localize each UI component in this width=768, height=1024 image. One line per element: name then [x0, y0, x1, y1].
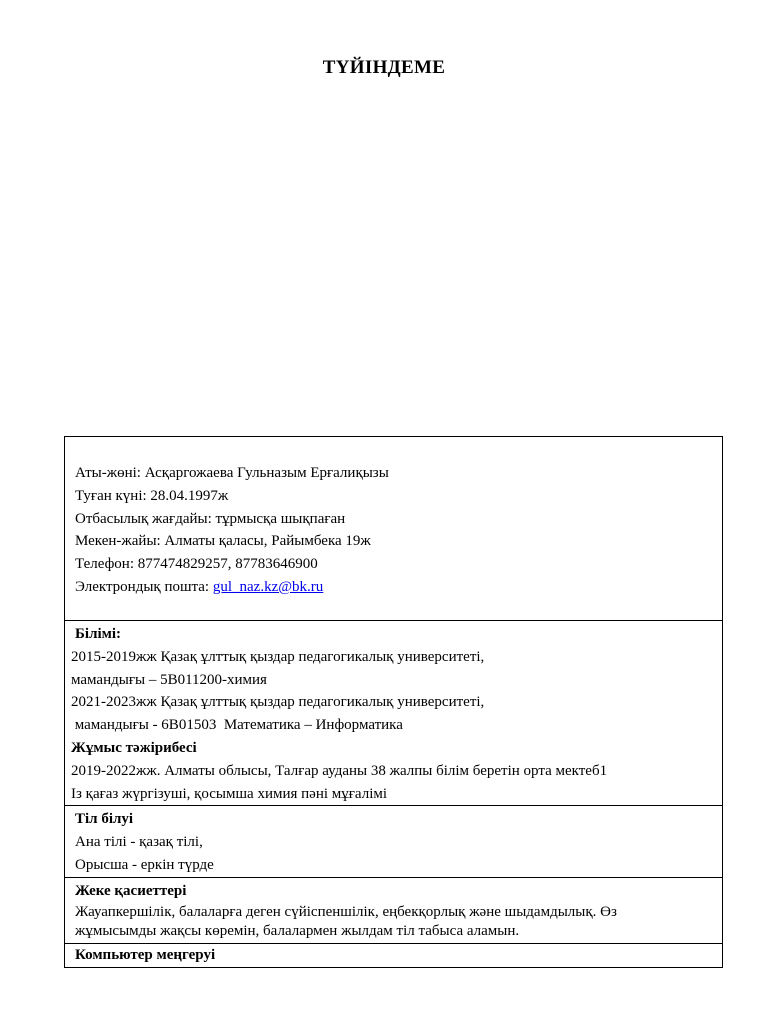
computer-cell [65, 943, 723, 967]
personal-qualities-row [65, 877, 723, 943]
personal-qualities-cell [65, 877, 723, 943]
email-line [65, 576, 722, 599]
birth-date: Туған күні: 28.04.1997ж [75, 487, 229, 504]
experience-heading: Жұмыс тәжірибесі [71, 739, 197, 756]
personal-qualities-heading: Жеке қасиеттері [75, 882, 187, 899]
full-name: Аты-жөні: Асқаргожаева Гульназым Ерғалиқызы [75, 465, 389, 481]
email-link[interactable]: gul_naz.kz@bk.ru [212, 578, 324, 595]
phone: Телефон: 877474829257, 87783646900 [75, 556, 318, 573]
languages-row [65, 806, 723, 877]
email-label: Электрондық пошта: [75, 578, 213, 595]
education-line: мамандығы – 5В011200-химия [71, 671, 267, 688]
education-line: 2021-2023жж Қазақ ұлттық қыздар педагогикалық университеті, [71, 694, 485, 711]
language-item: Орысша - еркін түрде [75, 856, 214, 873]
education-heading: Білімі: [75, 626, 122, 642]
education-line: мамандығы - 6В01503 Математика – Информатика [71, 717, 403, 734]
education-line: 2015-2019жж Қазақ ұлттық қыздар педагогикалық университеті, [71, 648, 485, 665]
experience-line: 2019-2022жж. Алматы облысы, Талғар ауданы 38 жалпы білім беретін орта мектеб1 [71, 762, 608, 779]
computer-heading: Компьютер меңгеруі [75, 946, 216, 963]
education-row [65, 621, 723, 806]
marital-status: Отбасылық жағдайы: тұрмысқа шықпаған [75, 510, 346, 527]
page-title: ТҮЙІНДЕМЕ [322, 57, 446, 78]
languages-cell [65, 806, 723, 877]
personal-qualities-text: Жауапкершілік, балаларға деген сүйіспеншілік, еңбекқорлық және шыдамдылық. Өз жұмысымды жақсы көремін, балалармен жылдам тіл табыса аламын. [75, 903, 617, 939]
language-item: Ана тілі - қазақ тілі, [75, 834, 203, 851]
education-cell [65, 621, 723, 806]
languages-heading: Тіл білуі [75, 811, 134, 828]
computer-row [65, 943, 723, 967]
address: Мекен-жайы: Алматы қаласы, Райымбека 19ж [75, 533, 371, 550]
resume-table [64, 436, 723, 968]
personal-info-cell [65, 437, 723, 621]
personal-info-row [65, 437, 723, 621]
experience-line: Із қағаз жүргізуші, қосымша химия пәні мұғалімі [71, 785, 388, 802]
